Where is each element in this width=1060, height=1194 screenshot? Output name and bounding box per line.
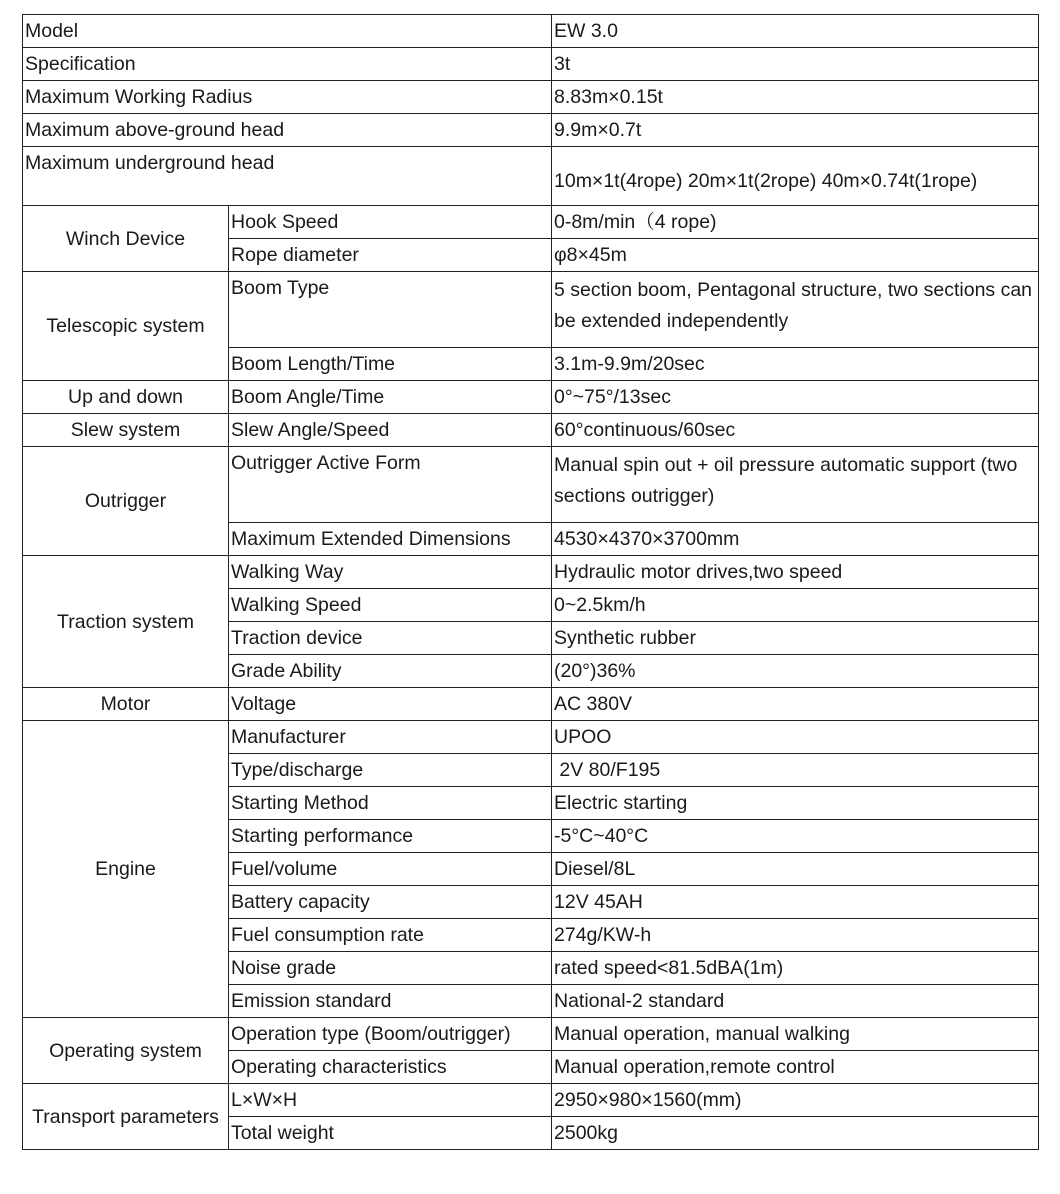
row-label: Boom Angle/Time <box>229 381 552 414</box>
category-engine: Engine <box>23 721 229 1018</box>
row-label: Total weight <box>229 1117 552 1150</box>
category-outrigger: Outrigger <box>23 447 229 556</box>
row-label: Fuel/volume <box>229 853 552 886</box>
row-label: Maximum Extended Dimensions <box>229 523 552 556</box>
row-value: 12V 45AH <box>552 886 1039 919</box>
row-value: Manual operation, manual walking <box>552 1018 1039 1051</box>
category-telescopic-system: Telescopic system <box>23 272 229 381</box>
row-label: Specification <box>23 48 552 81</box>
table-row <box>23 556 1039 589</box>
category-traction-system: Traction system <box>23 556 229 688</box>
table-row <box>23 114 1039 147</box>
row-label: Starting performance <box>229 820 552 853</box>
row-label: Maximum underground head <box>23 147 552 206</box>
row-value: Diesel/8L <box>552 853 1039 886</box>
spec-table <box>22 14 1039 1150</box>
row-value: AC 380V <box>552 688 1039 721</box>
row-value: Synthetic rubber <box>552 622 1039 655</box>
row-value: 2V 80/F195 <box>552 754 1039 787</box>
row-label: Walking Way <box>229 556 552 589</box>
row-value: 0-8m/min（4 rope) <box>552 206 1039 239</box>
category-up-and-down: Up and down <box>23 381 229 414</box>
row-label: Fuel consumption rate <box>229 919 552 952</box>
table-row <box>23 206 1039 239</box>
row-value: -5°C~40°C <box>552 820 1039 853</box>
category-operating-system: Operating system <box>23 1018 229 1084</box>
table-row <box>23 147 1039 206</box>
row-label: Walking Speed <box>229 589 552 622</box>
row-label: Boom Type <box>229 272 552 348</box>
row-label: Model <box>23 15 552 48</box>
table-row <box>23 688 1039 721</box>
row-value: Manual spin out + oil pressure automatic support (two sections outrigger) <box>552 447 1039 523</box>
row-value: 2950×980×1560(mm) <box>552 1084 1039 1117</box>
table-row <box>23 1018 1039 1051</box>
row-value: EW 3.0 <box>552 15 1039 48</box>
row-value: 10m×1t(4rope) 20m×1t(2rope) 40m×0.74t(1rope) <box>552 147 1039 206</box>
row-label: Rope diameter <box>229 239 552 272</box>
row-value: (20°)36% <box>552 655 1039 688</box>
row-value: Hydraulic motor drives,two speed <box>552 556 1039 589</box>
row-value: National-2 standard <box>552 985 1039 1018</box>
row-value: 60°continuous/60sec <box>552 414 1039 447</box>
table-row <box>23 81 1039 114</box>
row-label: Emission standard <box>229 985 552 1018</box>
row-value: 4530×4370×3700mm <box>552 523 1039 556</box>
row-label: Boom Length/Time <box>229 348 552 381</box>
row-label: Maximum Working Radius <box>23 81 552 114</box>
table-row <box>23 721 1039 754</box>
table-row <box>23 1084 1039 1117</box>
row-value: 8.83m×0.15t <box>552 81 1039 114</box>
table-row <box>23 48 1039 81</box>
row-value: 9.9m×0.7t <box>552 114 1039 147</box>
table-row <box>23 447 1039 523</box>
row-label: Outrigger Active Form <box>229 447 552 523</box>
row-value: 0°~75°/13sec <box>552 381 1039 414</box>
table-row <box>23 272 1039 348</box>
row-label: Voltage <box>229 688 552 721</box>
table-row <box>23 414 1039 447</box>
table-row <box>23 15 1039 48</box>
table-row <box>23 381 1039 414</box>
row-value: 274g/KW-h <box>552 919 1039 952</box>
row-label: Operating characteristics <box>229 1051 552 1084</box>
row-label: Slew Angle/Speed <box>229 414 552 447</box>
row-label: Operation type (Boom/outrigger) <box>229 1018 552 1051</box>
category-slew-system: Slew system <box>23 414 229 447</box>
row-value: UPOO <box>552 721 1039 754</box>
row-value: Manual operation,remote control <box>552 1051 1039 1084</box>
row-label: Manufacturer <box>229 721 552 754</box>
row-label: Hook Speed <box>229 206 552 239</box>
row-value: 3t <box>552 48 1039 81</box>
category-motor: Motor <box>23 688 229 721</box>
row-value: 2500kg <box>552 1117 1039 1150</box>
row-value: Electric starting <box>552 787 1039 820</box>
category-transport-parameters: Transport parameters <box>23 1084 229 1150</box>
row-value: rated speed<81.5dBA(1m) <box>552 952 1039 985</box>
row-value: φ8×45m <box>552 239 1039 272</box>
row-label: Grade Ability <box>229 655 552 688</box>
row-label: Noise grade <box>229 952 552 985</box>
row-value: 5 section boom, Pentagonal structure, two sections can be extended independently <box>552 272 1039 348</box>
row-label: Battery capacity <box>229 886 552 919</box>
category-winch-device: Winch Device <box>23 206 229 272</box>
row-label: Traction device <box>229 622 552 655</box>
row-value: 0~2.5km/h <box>552 589 1039 622</box>
row-label: Starting Method <box>229 787 552 820</box>
row-label: Type/discharge <box>229 754 552 787</box>
row-label: L×W×H <box>229 1084 552 1117</box>
row-value: 3.1m-9.9m/20sec <box>552 348 1039 381</box>
row-label: Maximum above-ground head <box>23 114 552 147</box>
